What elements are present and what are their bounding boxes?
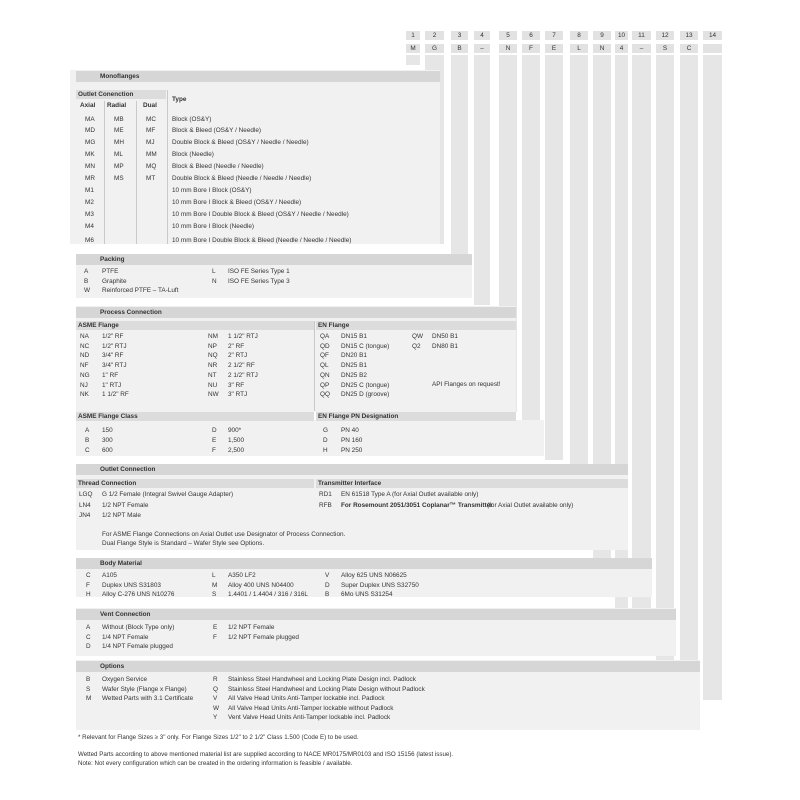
header-number: 9 [593,31,611,40]
asme-flange-label: 1 1/2" RTJ [228,333,258,340]
divider [104,101,105,244]
code-axial: MR [85,175,95,182]
flange-class-label: 150 [102,427,113,434]
divider [167,90,168,244]
option-label: All Valve Head Units Anti-Tamper lockable without Padlock [228,704,394,712]
type-label: Block & Bleed (OS&Y / Needle) [172,127,262,135]
section-title: Body Material [76,558,652,569]
transmitter-option-label: For Rosemount 2051/3051 Coplanar™ Transmitter [341,501,493,509]
section-title: Options [76,661,700,672]
header-number: 6 [522,31,540,40]
code-dual: MF [146,127,156,135]
header-code: B [451,44,468,53]
body-material-label: A105 [102,572,117,579]
flange-class-label: 2,500 [228,447,244,454]
col-header: Dual [143,102,157,109]
code-column [703,55,722,700]
thread-option-label: 1/2 NPT Female [102,501,149,509]
body-material-code: L [212,572,216,579]
flange-class-code: B [85,437,90,444]
header-code: M [406,44,420,53]
header-number: 13 [680,31,698,40]
body-material-code: D [325,581,330,589]
header-number: 3 [451,31,468,40]
flange-class-label: 900* [228,427,242,434]
body-material-label: Super Duplex UNS S32750 [341,581,419,589]
vent-option-code: E [213,624,218,631]
thread-option-label: 1/2 NPT Male [102,512,141,519]
asme-flange-code: NQ [208,352,218,360]
code-column [522,55,540,428]
thread-option-code: LN4 [79,501,91,509]
body-material-label: Duplex UNS S31803 [102,581,161,589]
body-material-label: Alloy C-276 UNS N10276 [102,591,175,598]
header-code: G [425,44,444,53]
asme-flange-code: NW [208,391,219,399]
code-axial: MD [85,127,95,135]
option-code: V [213,695,218,702]
body-material-code: V [325,572,330,579]
option-code: W [213,704,220,712]
header-code: F [522,44,540,53]
flange-class-code: C [85,447,90,454]
section-title: Vent Connection [76,609,676,620]
asme-flange-label: 1" RF [102,371,119,379]
pn-header: EN Flange PN Designation [316,412,516,421]
packing-option-label: Graphite [102,277,127,285]
en-flange-code: Q2 [412,342,421,350]
code-column [656,55,674,672]
footnote: * Relevant for Flange Sizes ≥ 3" only. For Flange Sizes 1/2" to 2 1/2" Class 1.500 (Code E) to be used. [78,734,359,741]
pn-designation-code: G [323,427,328,434]
code-axial: M2 [85,198,94,206]
code-axial: M1 [85,186,94,194]
code-column [545,55,563,460]
asme-flange-code: NK [80,391,89,399]
option-code: Q [213,685,218,693]
body-material-label: 1.4401 / 1.4404 / 316 / 316L [228,591,308,598]
asme-header: ASME Flange [76,321,314,330]
thread-option-code: LGQ [79,491,93,498]
flange-class-code: F [212,447,216,454]
option-label: Stainless Steel Handwheel and Locking Plate Design incl. Padlock [228,676,416,683]
body-material-code: F [86,581,90,589]
pn-designation-label: PN 40 [341,427,359,434]
body-material-code: C [86,572,91,579]
header-code: – [632,44,651,53]
header-number: 1 [406,31,420,40]
code-axial: MA [85,115,95,123]
col-header: Axial [80,102,96,109]
header-code [703,44,722,53]
packing-option-label: PTFE [102,268,119,275]
asme-flange-code: NG [80,371,90,379]
asme-flange-label: 2" RF [228,342,245,350]
vent-option-code: A [86,624,91,631]
pn-designation-label: PN 250 [341,447,363,454]
header-number: 8 [570,31,588,40]
asme-flange-code: NC [80,342,90,350]
code-axial: M6 [85,237,94,244]
packing-option-label: Reinforced PTFE – TA-Luft [102,287,179,294]
header-code: E [545,44,563,53]
option-code: M [86,695,92,702]
divider [136,101,137,244]
type-label: Block (OS&Y) [172,115,212,123]
en-flange-label: DN25 C (tongue) [341,381,390,389]
asme-flange-label: 2" RTJ [228,352,248,360]
packing-option-code: N [212,277,217,285]
section-title: Process Connection [76,307,516,318]
outlet-header: Outlet Conenction [76,90,166,99]
header-code: C [680,44,698,53]
type-header: Type [172,96,187,103]
packing-option-label: ISO FE Series Type 1 [228,268,290,275]
footnote: Note: Not every configuration which can be created in the ordering information is feasible / available. [78,760,353,767]
trans-suffix: (for Axial Outlet available only) [487,501,574,509]
asme-flange-code: NT [208,371,217,379]
code-axial: M3 [85,210,94,218]
flange-class-code: A [85,427,90,434]
en-flange-code: QD [320,342,330,350]
type-label: Block & Bleed (Needle / Needle) [172,163,264,171]
asme-flange-label: 2 1/2" RF [228,362,255,370]
code-dual: MT [146,175,156,182]
asme-flange-label: 3" RTJ [228,391,248,399]
vent-option-code: D [86,643,91,651]
asme-flange-code: NJ [80,381,88,389]
asme-flange-code: ND [80,352,90,360]
api-note: API Flanges on request! [432,381,501,388]
asme-flange-label: 2 1/2" RTJ [228,371,258,379]
code-radial: ML [114,151,123,159]
header-number: 4 [474,31,490,40]
header-number: 5 [499,31,517,40]
code-radial: MP [114,163,124,171]
trans-header: Transmitter Interface [316,479,628,488]
divider [314,321,315,411]
vent-option-label: 1/4 NPT Female plugged [102,643,173,651]
thread-option-code: JN4 [79,512,91,519]
section-panel [76,420,544,456]
vent-option-label: Without (Block Type only) [102,624,175,631]
option-code: B [86,676,91,683]
vent-option-label: 1/2 NPT Female [228,624,275,631]
header-number: 7 [545,31,563,40]
body-material-code: B [325,591,330,598]
asme-flange-label: 3/4" RF [102,352,124,360]
en-flange-label: DN15 B1 [341,333,367,340]
header-number: 2 [425,31,444,40]
en-flange-label: DN25 B1 [341,362,367,370]
code-column [680,55,698,688]
code-radial: MB [114,115,124,123]
option-label: Wetted Parts with 3.1 Certificate [102,695,194,702]
code-radial: MS [114,175,124,182]
header-code: – [474,44,490,53]
header-code: N [593,44,611,53]
pn-designation-label: PN 160 [341,437,363,444]
section-title: Outlet Connection [76,464,628,475]
body-material-label: A350 LF2 [228,572,256,579]
header-number: 12 [656,31,674,40]
vent-option-label: 1/4 NPT Female [102,633,149,641]
en-flange-code: QA [320,333,330,340]
transmitter-option-code: RFB [319,501,332,509]
code-dual: MC [146,115,156,123]
body-material-code: M [212,581,218,589]
thread-option-label: G 1/2 Female (Integral Swivel Gauge Adapter) [102,491,234,498]
type-label: Block (Needle) [172,151,214,159]
type-label: 10 mm Bore I Block & Bleed (OS&Y / Needle) [172,198,302,206]
en-flange-label: DN80 B1 [432,342,458,350]
flange-class-label: 300 [102,437,113,444]
header-code: S [656,44,674,53]
packing-option-code: A [84,268,89,275]
en-flange-label: DN50 B1 [432,333,458,340]
code-axial: MG [85,139,96,147]
en-flange-label: DN25 B2 [341,371,367,379]
class-header: ASME Flange Class [76,412,314,421]
en-flange-code: QL [320,362,329,370]
header-code: L [570,44,588,53]
vent-option-label: 1/2 NPT Female plugged [228,633,299,641]
code-axial: MK [85,151,95,159]
header-number: 14 [703,31,722,40]
code-dual: MQ [146,163,157,171]
code-axial: MN [85,163,95,171]
en-flange-code: QF [320,352,329,360]
type-label: 10 mm Bore I Block (Needle) [172,222,255,230]
en-flange-code: QW [412,333,424,340]
header-number: 11 [632,31,651,40]
option-label: Stainless Steel Handwheel and Locking Plate Design without Padlock [228,685,425,693]
code-radial: ME [114,127,124,135]
packing-option-code: W [84,287,91,294]
option-label: Oxygen Service [102,676,148,683]
code-axial: M4 [85,222,94,230]
body-material-code: H [86,591,91,598]
en-flange-label: DN20 B1 [341,352,367,360]
option-code: R [213,676,218,683]
asme-flange-code: NM [208,333,218,340]
vent-option-code: F [213,633,217,641]
asme-flange-label: 3/4" RTJ [102,362,127,370]
flange-class-code: E [212,437,217,444]
header-code: 4 [615,44,628,53]
en-flange-code: QP [320,381,330,389]
outlet-note: Dual Flange Style is Standard – Wafer Style see Options. [102,540,265,547]
header-code: N [499,44,517,53]
body-material-code: S [212,591,217,598]
en-flange-code: QQ [320,391,330,399]
option-label: Vent Valve Head Units Anti-Tamper lockable incl. Padlock [228,714,391,721]
en-header: EN Flange [316,321,516,330]
body-material-label: Alloy 625 UNS N06625 [341,572,407,579]
asme-flange-code: NP [208,342,217,350]
packing-option-code: B [84,277,89,285]
thread-header: Thread Connection [76,479,314,488]
en-flange-label: DN25 D (groove) [341,391,390,399]
type-label: 10 mm Bore I Block (OS&Y) [172,186,252,194]
vent-option-code: C [86,633,91,641]
flange-class-label: 1,500 [228,437,244,444]
header-number: 10 [615,31,628,40]
transmitter-option-label: EN 61518 Type A (for Axial Outlet available only) [341,491,479,498]
option-label: All Valve Head Units Anti-Tamper lockable incl. Padlock [228,695,385,702]
asme-flange-code: NU [208,381,218,389]
option-code: S [86,685,91,693]
pn-designation-code: H [323,447,328,454]
pn-designation-code: D [323,437,328,444]
type-label: Double Block & Bleed (Needle / Needle / Needle) [172,175,312,182]
body-material-label: Alloy 400 UNS N04400 [228,581,294,589]
packing-option-code: L [212,268,216,275]
packing-option-label: ISO FE Series Type 3 [228,277,290,285]
section-title: Packing [76,254,472,265]
footnote: Wetted Parts according to above mentioned material list are supplied according to NACE MR0175/MR0103 and ISO 15156 (latest issue). [78,751,454,758]
option-code: Y [213,714,218,721]
section-title: Monoflanges [76,71,440,82]
type-label: 10 mm Bore I Double Block & Bleed (Needle / Needle / Needle) [172,237,352,244]
option-label: Wafer Style (Flange x Flange) [102,685,187,693]
flange-class-code: D [212,427,217,434]
outlet-note: For ASME Flange Connections on Axial Outlet use Designator of Process Connection. [102,531,346,538]
code-dual: MM [146,151,157,159]
asme-flange-code: NF [80,362,89,370]
flange-class-label: 600 [102,447,113,454]
code-radial: MH [114,139,124,147]
asme-flange-code: NR [208,362,218,370]
body-material-label: 6Mo UNS S31254 [341,591,393,598]
type-label: Double Block & Bleed (OS&Y / Needle / Needle) [172,139,309,147]
transmitter-option-code: RD1 [319,491,332,498]
asme-flange-label: 1" RTJ [102,381,122,389]
type-label: 10 mm Bore I Double Block & Bleed (OS&Y / Needle / Needle) [172,210,349,218]
code-dual: MJ [146,139,155,147]
en-flange-code: QN [320,371,330,379]
asme-flange-label: 1 1/2" RF [102,391,129,399]
en-flange-label: DN15 C (tongue) [341,342,390,350]
asme-flange-label: 1/2" RF [102,333,124,340]
asme-flange-label: 1/2" RTJ [102,342,127,350]
code-column [474,55,490,305]
code-column [406,55,420,65]
asme-flange-code: NA [80,333,89,340]
asme-flange-label: 3" RF [228,381,245,389]
col-header: Radial [107,102,127,109]
